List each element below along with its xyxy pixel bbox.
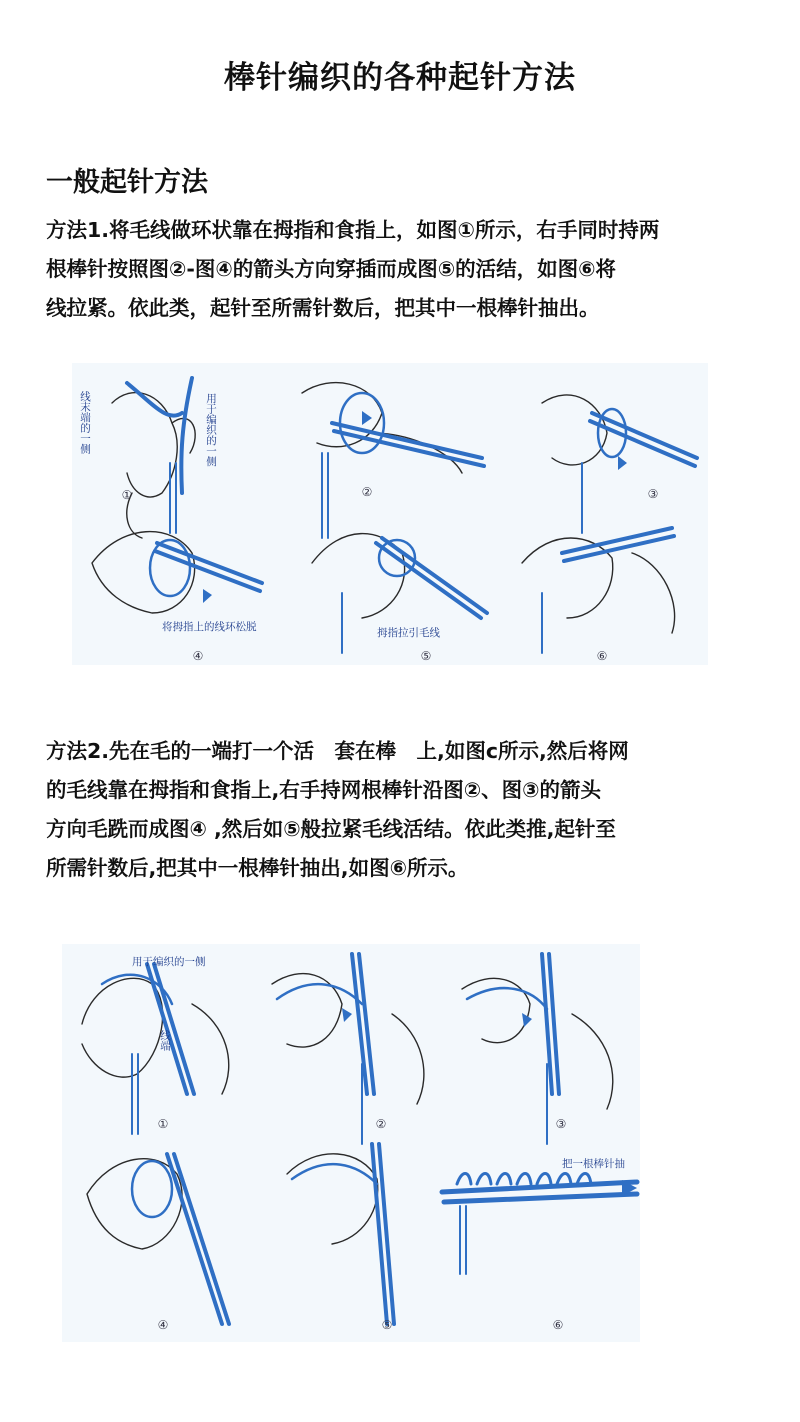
method2-fig-label-4: ④ [157,1318,169,1332]
method1-fig-label-5: ⑤ [420,649,432,663]
method1-paragraph [46,211,786,328]
method1-line-3: 线拉紧。依此类，起针至所需针数后，把其中一根棒针抽出。 [46,296,600,320]
method2-annotation-fig1-top: 用于编织的一侧 [132,956,206,968]
method2-line-3: 方向毛跣而成图④ ,然后如⑤般拉紧毛线活结。依此类推,起针至 [46,817,616,841]
method2-annotation-fig6: 把一根棒针抽 [562,1158,625,1170]
method1-annotation-fig4: 将拇指上的线环松脱 [162,621,257,633]
page-title: 棒针编织的各种起针方法 [224,60,576,96]
method2-fig-label-5: ⑤ [381,1318,393,1332]
method2-illustration [62,944,640,1342]
method1-fig-label-3: ③ [647,487,659,501]
method1-annotation-right: 用于编织的一侧 [205,393,217,467]
method1-fig-label-2: ② [361,485,373,499]
method1-fig-label-6: ⑥ [596,649,608,663]
method2-annotation-fig1-side: 线端 [159,1030,171,1051]
method2-fig-label-1: ① [157,1117,169,1131]
method1-annotation-fig5: 拇指拉引毛线 [377,627,440,639]
method2-paragraph [46,732,786,888]
method1-annotation-left: 线末端的一侧 [79,391,91,454]
method2-illustration-drawing [62,944,640,1342]
method1-illustration [72,363,708,665]
method2-fig-label-2: ② [375,1117,387,1131]
method2-line-4: 所需针数后,把其中一根棒针抽出,如图⑥所示。 [46,856,469,880]
method1-line-2: 根棒针按照图②-图④的箭头方向穿插而成图⑤的活结，如图⑥将 [46,257,616,281]
method2-fig-label-6: ⑥ [552,1318,564,1332]
method2-line-1: 方法2.先在毛的一端打一个活 套在棒 上,如图c所示,然后将网 [46,739,629,763]
method1-fig-label-1: ① [121,488,133,502]
hand-outline-1 [112,393,177,497]
method2-line-2: 的毛线靠在拇指和食指上,右手持网根棒针沿图②、图③的箭头 [46,778,601,802]
method1-fig-label-4: ④ [192,649,204,663]
method2-fig-label-3: ③ [555,1117,567,1131]
method1-line-1: 方法1.将毛线做环状靠在拇指和食指上，如图①所示，右手同时持两 [46,218,660,242]
section-heading: 一般起针方法 [46,167,208,198]
